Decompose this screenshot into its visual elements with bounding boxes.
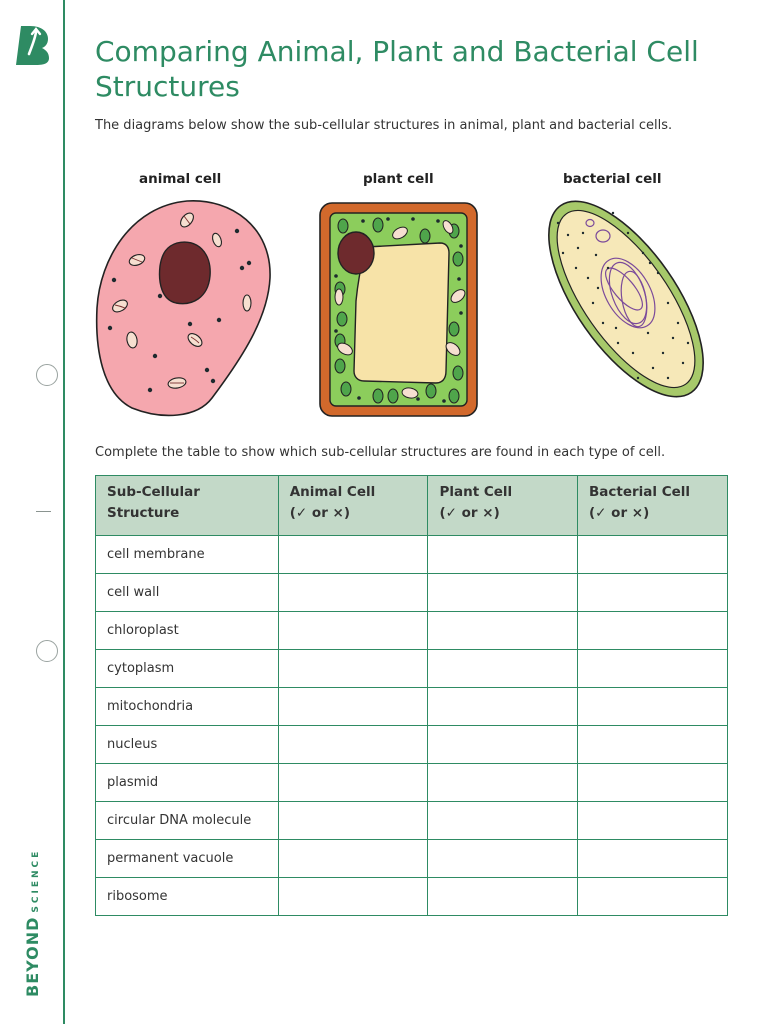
intro-text: The diagrams below show the sub-cellular structures in animal, plant and bacterial cells.	[95, 118, 673, 133]
page-title: Comparing Animal, Plant and Bacterial Cell Structures	[95, 35, 699, 103]
table-row	[96, 840, 728, 878]
animal-answer-cell[interactable]	[278, 574, 428, 612]
structure-name: mitochondria	[96, 688, 279, 726]
animal-answer-cell[interactable]	[278, 688, 428, 726]
structure-name: ribosome	[96, 878, 279, 916]
plant-cell-label: plant cell	[363, 171, 434, 187]
plant-answer-cell[interactable]	[428, 802, 578, 840]
structure-name: circular DNA molecule	[96, 802, 279, 840]
plant-answer-cell[interactable]	[428, 764, 578, 802]
animal-answer-cell[interactable]	[278, 802, 428, 840]
plant-answer-cell[interactable]	[428, 726, 578, 764]
bacterial-answer-cell[interactable]	[577, 878, 727, 916]
margin-line	[63, 0, 65, 1024]
animal-answer-cell[interactable]	[278, 536, 428, 574]
punch-hole-bottom	[36, 640, 58, 662]
animal-answer-cell[interactable]	[278, 764, 428, 802]
header-animal-cell: Animal Cell (✓ or ×)	[278, 476, 428, 536]
bacterial-answer-cell[interactable]	[577, 802, 727, 840]
plant-answer-cell[interactable]	[428, 574, 578, 612]
table-row	[96, 878, 728, 916]
structure-name: plasmid	[96, 764, 279, 802]
bacterial-answer-cell[interactable]	[577, 574, 727, 612]
header-plant-cell: Plant Cell (✓ or ×)	[428, 476, 578, 536]
structure-name: permanent vacuole	[96, 840, 279, 878]
table-row	[96, 612, 728, 650]
bacterial-answer-cell[interactable]	[577, 650, 727, 688]
structure-name: cell membrane	[96, 536, 279, 574]
table-row	[96, 574, 728, 612]
animal-answer-cell[interactable]	[278, 612, 428, 650]
cell-structure-table	[95, 475, 728, 916]
table-row	[96, 764, 728, 802]
plant-answer-cell[interactable]	[428, 840, 578, 878]
structure-name: cell wall	[96, 574, 279, 612]
header-structure: Sub-Cellular Structure	[96, 476, 279, 536]
fold-mark	[36, 511, 51, 512]
structure-name: nucleus	[96, 726, 279, 764]
animal-cell-label: animal cell	[139, 171, 222, 187]
header-bacterial-cell: Bacterial Cell (✓ or ×)	[577, 476, 727, 536]
table-row	[96, 802, 728, 840]
plant-answer-cell[interactable]	[428, 650, 578, 688]
table-row	[96, 650, 728, 688]
brand-wordmark	[23, 849, 42, 997]
animal-answer-cell[interactable]	[278, 650, 428, 688]
table-row	[96, 688, 728, 726]
beyond-logo-icon	[16, 24, 50, 66]
bacterial-answer-cell[interactable]	[577, 536, 727, 574]
bacterial-cell-label: bacterial cell	[563, 171, 662, 187]
bacterial-answer-cell[interactable]	[577, 764, 727, 802]
table-header-row	[96, 476, 728, 536]
table-row	[96, 536, 728, 574]
brand-word-science: SCIENCE	[31, 848, 41, 913]
structure-name: cytoplasm	[96, 650, 279, 688]
structure-name: chloroplast	[96, 612, 279, 650]
bacterial-answer-cell[interactable]	[577, 688, 727, 726]
bacterial-answer-cell[interactable]	[577, 612, 727, 650]
brand-word-beyond: BEYOND	[23, 916, 42, 997]
animal-cell-diagram	[92, 198, 276, 420]
bacterial-answer-cell[interactable]	[577, 840, 727, 878]
punch-hole-top	[36, 364, 58, 386]
table-instruction: Complete the table to show which sub-cellular structures are found in each type of cell.	[95, 445, 666, 460]
table-row	[96, 726, 728, 764]
animal-answer-cell[interactable]	[278, 878, 428, 916]
plant-cell-diagram	[318, 201, 480, 419]
animal-answer-cell[interactable]	[278, 840, 428, 878]
animal-answer-cell[interactable]	[278, 726, 428, 764]
bacterial-answer-cell[interactable]	[577, 726, 727, 764]
plant-answer-cell[interactable]	[428, 878, 578, 916]
plant-answer-cell[interactable]	[428, 612, 578, 650]
plant-answer-cell[interactable]	[428, 536, 578, 574]
plant-answer-cell[interactable]	[428, 688, 578, 726]
bacterial-cell-diagram	[538, 193, 714, 405]
